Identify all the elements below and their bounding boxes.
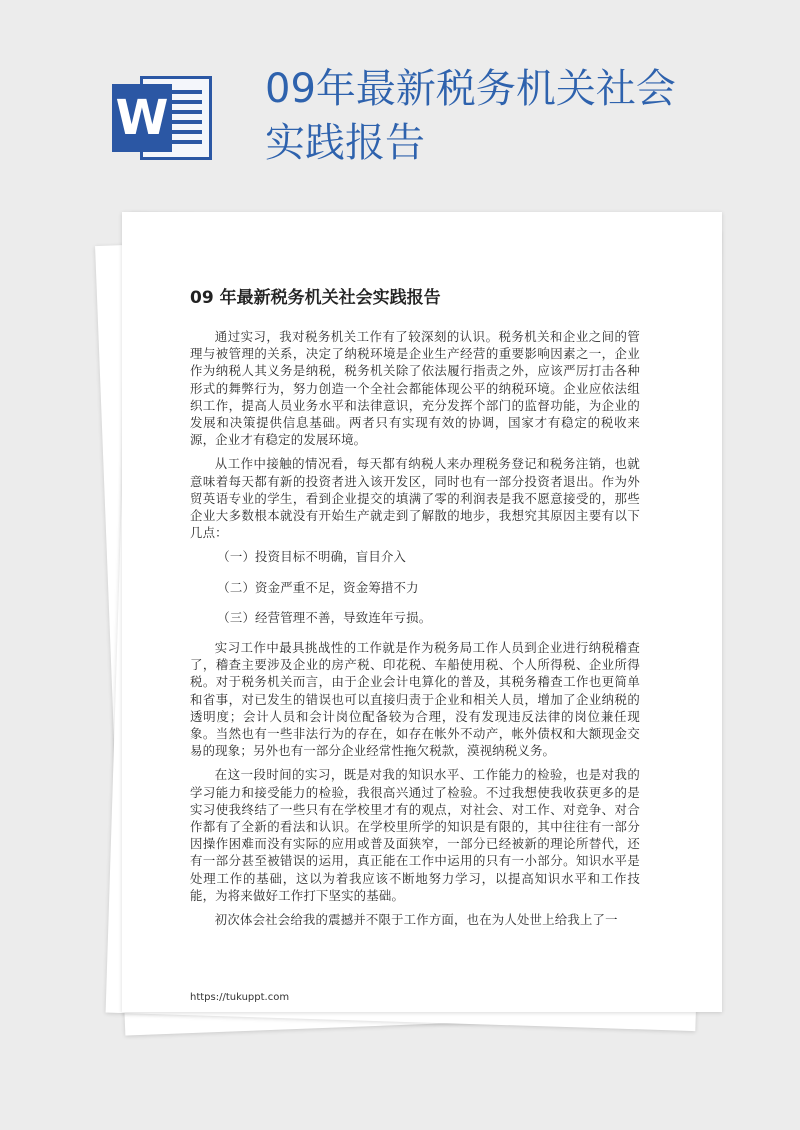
list-item: （一）投资目标不明确，盲目介入 [217, 549, 407, 565]
word-w-badge: W [112, 84, 172, 152]
word-document-icon [112, 76, 212, 160]
list-item: （二）资金严重不足，资金筹措不力 [217, 579, 419, 595]
document-title: 09 年最新税务机关社会实践报告 [190, 288, 441, 308]
paragraph: 从工作中接触的情况看，每天都有纳税人来办理税务登记和税务注销，也就意味着每天都有新的投资者进入该开发区，同时也有一部分投资者退出。作为外贸英语专业的学生，看到企业提交的填满了零的利润表是我不愿意接受的，那些企业大多数根本就没有开始生产就走到了解散的地步，我想究其原因主要有以下几点： [190, 456, 640, 541]
paragraph: 在这一段时间的实习，既是对我的知识水平、工作能力的检验，也是对我的学习能力和接受能力的检验，我很高兴通过了检验。不过我想使我收获更多的是实习使我终结了一些只有在学校里才有的观点，对社会、对工作、对竞争、对合作都有了全新的看法和认识。在学校里所学的知识是有限的，其中往往有一部分因操作困难而没有实际的应用或普及面狭窄，一部分已经被新的理论所替代，还有一部分甚至被错误的运用，真正能在工作中运用的只有一小部分。知识水平是处理工作的基础，这以为着我应该不断地努力学习，以提高知识水平和工作技能，为将来做好工作打下坚实的基础。 [190, 767, 640, 903]
paragraph: 实习工作中最具挑战性的工作就是作为税务局工作人员到企业进行纳税稽查了，稽查主要涉及企业的房产税、印花税、车船使用税、个人所得税、企业所得税。对于税务机关而言，由于企业会计电算化的普及，其税务稽查工作也更简单和省事，对已发生的错误也可以直接归责于企业和相关人员，增加了企业纳税的透明度；会计人员和会计岗位配备较为合理，没有发现违反法律的岗位兼任现象。当然也有一些非法行为的存在，如存在帐外不动产，帐外债权和大额现金交易的现象；另外也有一部分企业经常性拖欠税款，漠视纳税义务。 [190, 640, 640, 759]
page-header-title: 09年最新税务机关社会实践报告 [265, 66, 676, 166]
paragraph: 初次体会社会给我的震撼并不限于工作方面，也在为人处世上给我上了一 [214, 912, 618, 928]
paragraph: 通过实习，我对税务机关工作有了较深刻的认识。税务机关和企业之间的管理与被管理的关系，决定了纳税环境是企业生产经营的重要影响因素之一，企业作为纳税人其义务是纳税，税务机关除了依法履行指责之外，应该严厉打击各种形式的舞弊行为，努力创造一个全社会都能体现公平的纳税环境。企业应依法组织工作，提高人员业务水平和法律意识，充分发挥个部门的监督功能，为企业的发展和决策提供信息基础。两者只有实现有效的协调，国家才有稳定的税收来源，企业才有稳定的发展环境。 [190, 329, 640, 448]
document-body [190, 328, 640, 935]
list-item: （三）经营管理不善，导致连年亏损。 [217, 609, 432, 625]
footer-url: https://tukuppt.com [190, 992, 290, 1003]
